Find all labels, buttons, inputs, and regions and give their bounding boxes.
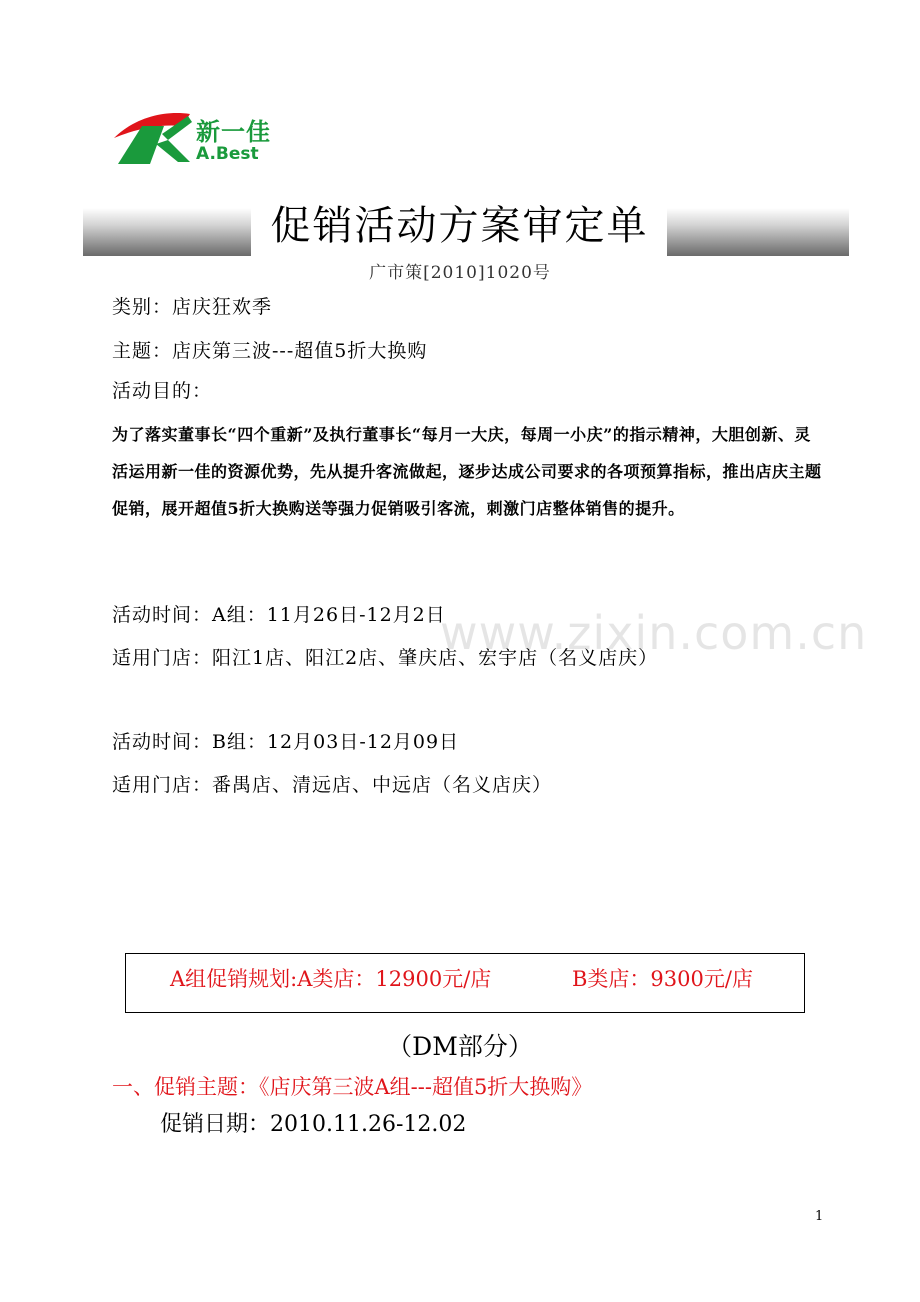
group-a-time: 活动时间：A组：11月26日-12月2日 [112,604,446,626]
brand-name-en: A.Best [196,144,259,164]
purpose-paragraph: 为了落实董事长“四个重新”及执行董事长“每月一大庆，每周一小庆”的指示精神，大胆创新、灵活运用新一佳的资源优势，先从提升客流做起，逐步达成公司要求的各项预算指标，推出店庆主题促销，展开超值5折大换购送等强力促销吸引客流，刺激门店整体销售的提升。 [112,425,822,518]
brand-name-cn: 新一佳 [196,118,271,146]
category-line: 类别：店庆狂欢季 [112,296,273,318]
page-number: 1 [815,1209,824,1224]
promo-date: 促销日期：2010.11.26-12.02 [160,1112,467,1137]
watermark: www.zixin.com.cn [440,606,868,660]
group-b-stores: 适用门店：番禺店、清远店、中远店（名义店庆） [112,774,553,796]
purpose-label: 活动目的： [112,380,213,402]
title-bar-left [83,208,251,256]
dm-heading: （DM部分） [387,1032,533,1061]
group-b-time: 活动时间：B组：12月03日-12月09日 [112,731,460,753]
section-one-heading: 一、促销主题：《店庆第三波A组---超值5折大换购》 [112,1075,593,1099]
title-bar-right [667,208,849,256]
document-number: 广市策[2010]1020号 [369,263,551,283]
group-a-stores: 适用门店：阳江1店、阳江2店、肇庆店、宏宇店（名义店庆） [112,647,659,669]
plan-b-class-budget: B类店：9300元/店 [572,967,753,991]
plan-a-class-budget: A组促销规划:A类店：12900元/店 [170,967,492,991]
document-title: 促销活动方案审定单 [270,203,649,249]
theme-line: 主题：店庆第三波---超值5折大换购 [112,340,428,362]
